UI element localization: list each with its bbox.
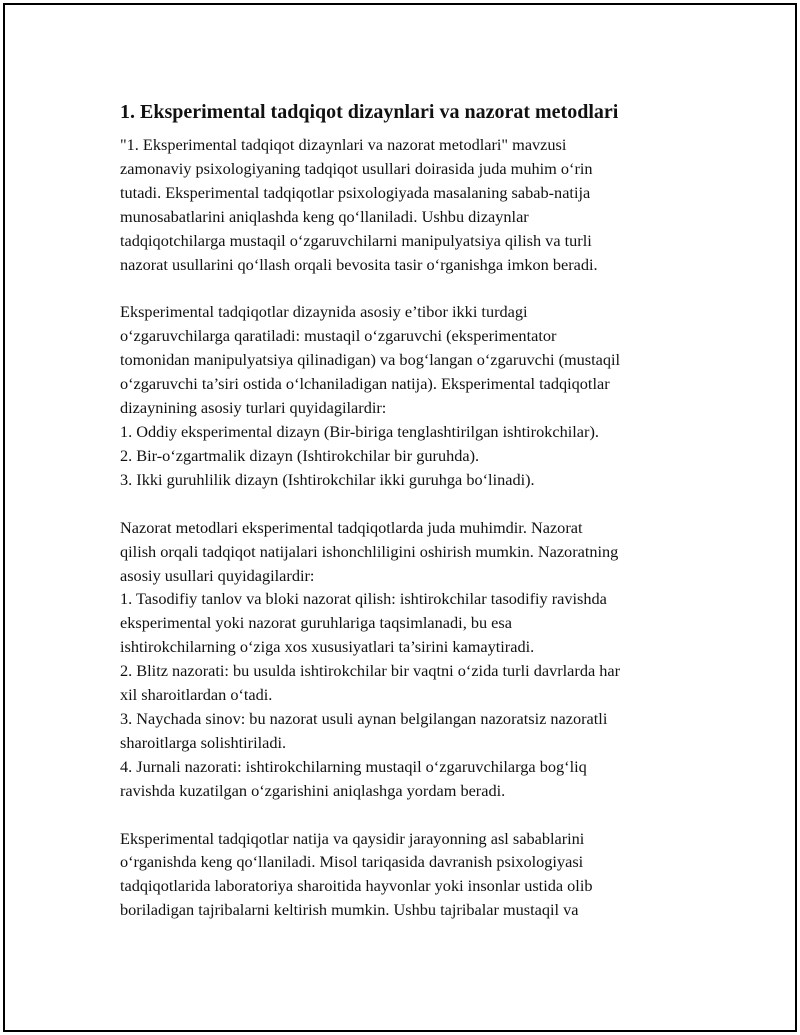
text-line: o‘zgaruvchi ta’siri ostida o‘lchaniladigan natija). Eksperimental tadqiqotlar [120,374,610,394]
text-line: munosabatlarini aniqlashda keng qo‘llaniladi. Ushbu dizaynlar [120,206,529,226]
text-line: "1. Eksperimental tadqiqot dizaynlari va nazorat metodlari" mavzusi [120,135,567,154]
paragraph [120,827,695,923]
text-line: dizaynining asosiy turlari quyidagilardir: [120,398,387,418]
text-line: boriladigan tajribalarni keltirish mumkin. Ushbu tajribalar mustaqil va [120,900,579,920]
text-line: 1. Oddiy eksperimental dizayn (Bir-biriga tenglashtirilgan ishtirokchilar). [120,421,599,441]
text-line: zamonaviy psixologiyaning tadqiqot usullari doirasida juda muhim o‘rin [120,158,593,178]
text-line: eksperimental yoki nazorat guruhlariga taqsimlanadi, bu esa [120,613,512,633]
text-line: tomonidan manipulyatsiya qilinadigan) va bog‘langan o‘zgaruvchi (mustaqil [120,350,621,370]
text-line: ravishda kuzatilgan o‘zgarishini aniqlashga yordam beradi. [120,780,506,800]
text-line: 1. Tasodifiy tanlov va bloki nazorat qilish: ishtirokchilar tasodifiy ravishda [120,589,607,609]
text-line: qilish orqali tadqiqot natijalari ishonchliligini oshirish mumkin. Nazoratning [120,541,619,561]
text-line: o‘zgaruvchilarga qaratiladi: mustaqil o‘zgaruvchi (eksperimentator [120,326,557,346]
text-line: 2. Blitz nazorati: bu usulda ishtirokchilar bir vaqtni o‘zida turli davrlarda har [120,661,621,681]
text-line: ishtirokchilarning o‘ziga xos xususiyatlari ta’sirini kamaytiradi. [120,637,535,657]
paragraph [120,133,695,276]
text-line: sharoitlarga solishtiriladi. [120,732,287,752]
text-line: 3. Naychada sinov: bu nazorat usuli aynan belgilangan nazoratsiz nazoratli [120,708,608,728]
text-line: 4. Jurnali nazorati: ishtirokchilarning mustaqil o‘zgaruvchilarga bog‘liq [120,756,587,776]
text-line: xil sharoitlardan o‘tadi. [120,685,273,705]
text-line: asosiy usullari quyidagilardir: [120,565,315,585]
text-line: 3. Ikki guruhlilik dizayn (Ishtirokchilar ikki guruhga bo‘linadi). [120,469,535,489]
text-line: Eksperimental tadqiqotlar natija va qaysidir jarayonning asl sabablarini [120,828,585,848]
text-line: o‘rganishda keng qo‘llaniladi. Misol tariqasida davranish psixologiyasi [120,852,584,872]
document-body [120,99,695,946]
page-border [3,3,797,1032]
paragraph-list [120,133,695,922]
text-line: Eksperimental tadqiqotlar dizaynida asosiy e’tibor ikki turdagi [120,302,528,322]
text-line: 2. Bir-o‘zgartmalik dizayn (Ishtirokchilar bir guruhda). [120,445,480,465]
text-line: Nazorat metodlari eksperimental tadqiqotlarda juda muhimdir. Nazorat [120,517,583,537]
document-title: 1. Eksperimental tadqiqot dizaynlari va nazorat metodlari [120,101,619,123]
text-line: nazorat usullarini qo‘llash orqali bevosita tasir o‘rganishga imkon beradi. [120,254,598,274]
text-line: tutadi. Eksperimental tadqiqotlar psixologiyada masalaning sabab-natija [120,182,591,202]
paragraph [120,516,695,803]
text-line: tadqiqotlarida laboratoriya sharoitida hayvonlar yoki insonlar ustida olib [120,876,593,896]
paragraph [120,300,695,491]
text-line: tadqiqotchilarga mustaqil o‘zgaruvchilarni manipulyatsiya qilish va turli [120,230,592,250]
